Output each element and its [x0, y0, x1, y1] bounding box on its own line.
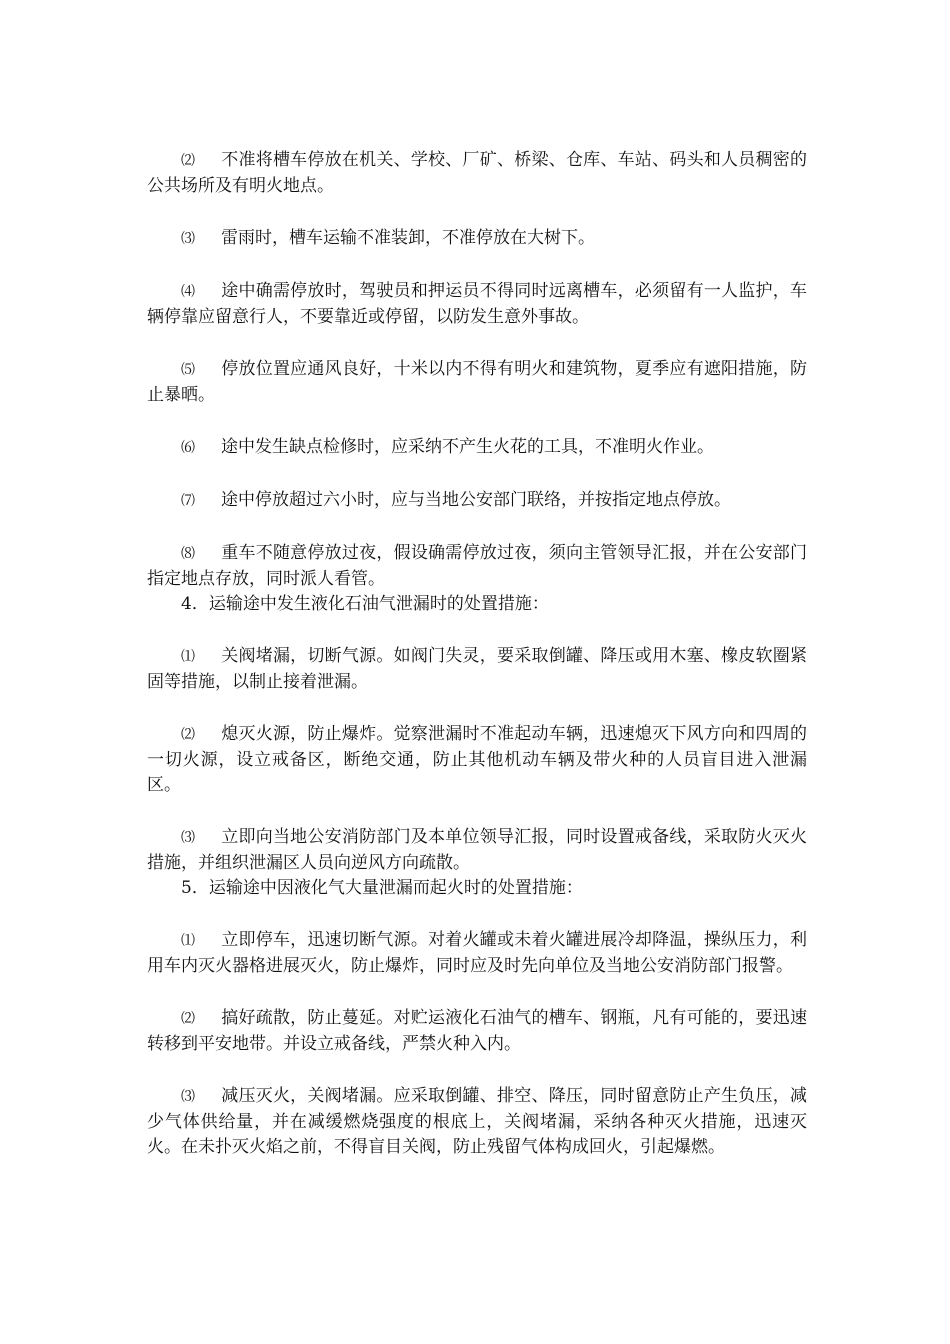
list-item [147, 435, 807, 461]
list-item [147, 644, 807, 695]
item-text: 重车不随意停放过夜，假设确需停放过夜，须向主管领导汇报，并在公安部门指定地点存放，同时派人看管。 [147, 543, 807, 589]
item-number: ⑶ [181, 231, 195, 247]
item-number: ⑴ [181, 933, 195, 949]
list-item [147, 1006, 807, 1057]
list-item [147, 488, 807, 514]
document-body [147, 148, 807, 1160]
item-text: 不准将槽车停放在机关、学校、厂矿、桥梁、仓库、车站、码头和人员稠密的公共场所及有明火地点。 [147, 150, 807, 196]
item-text: 关阀堵漏，切断气源。如阀门失灵，要采取倒罐、降压或用木塞、橡皮软圈紧固等措施，以制止接着泄漏。 [147, 646, 807, 692]
item-number: ⑵ [181, 153, 195, 169]
item-number: ⑴ [181, 649, 195, 665]
item-text: 熄灭火源，防止爆炸。觉察泄漏时不准起动车辆，迅速熄灭下风方向和四周的一切火源，设立戒备区，断绝交通，防止其他机动车辆及带火种的人员盲目进入泄漏区。 [147, 724, 807, 795]
item-text: 立即停车，迅速切断气源。对着火罐或未着火罐进展冷却降温，操纵压力，利用车内灭火器格进展灭火，防止爆炸，同时应及时先向单位及当地公安消防部门报警。 [147, 930, 807, 976]
item-text: 途中发生缺点检修时，应采纳不产生火花的工具，不准明火作业。 [221, 437, 714, 457]
list-item [147, 928, 807, 979]
list-item [147, 541, 807, 592]
item-text: 立即向当地公安消防部门及本单位领导汇报，同时设置戒备线，采取防火灭火措施，并组织泄漏区人员向逆风方向疏散。 [147, 827, 807, 873]
item-number: ⑸ [181, 362, 195, 378]
item-number: ⑶ [181, 1089, 195, 1105]
section-heading: 4．运输途中发生液化石油气泄漏时的处置措施： [181, 594, 549, 614]
item-number: ⑹ [181, 440, 195, 456]
item-text: 减压灭火，关阀堵漏。应采取倒罐、排空、降压，同时留意防止产生负压，减少气体供给量，并在减缓燃烧强度的根底上，关阀堵漏，采纳各种灭火措施，迅速灭火。在未扑灭火焰之前，不得盲目关阀，防止残留气体构成回火，引起爆燃。 [147, 1086, 807, 1157]
item-number: ⑵ [181, 727, 195, 743]
item-number: ⑻ [181, 546, 195, 562]
list-item [147, 722, 807, 798]
item-text: 停放位置应通风良好，十米以内不得有明火和建筑物，夏季应有遮阳措施，防止暴晒。 [147, 359, 807, 405]
list-item [147, 357, 807, 408]
section-heading: 5．运输途中因液化气大量泄漏而起火时的处置措施： [181, 878, 583, 898]
item-text: 途中停放超过六小时，应与当地公安部门联络，并按指定地点停放。 [221, 490, 731, 510]
item-number: ⑺ [181, 493, 195, 509]
list-item [147, 226, 807, 252]
list-item [147, 1084, 807, 1160]
item-number: ⑵ [181, 1011, 195, 1027]
item-text: 搞好疏散，防止蔓延。对贮运液化石油气的槽车、钢瓶，凡有可能的，要迅速转移到平安地带。并设立戒备线，严禁火种入内。 [147, 1008, 807, 1054]
list-item [147, 825, 807, 876]
list-item [147, 148, 807, 199]
item-number: ⑶ [181, 830, 195, 846]
item-number: ⑷ [181, 284, 195, 300]
item-text: 雷雨时，槽车运输不准装卸，不准停放在大树下。 [221, 228, 595, 248]
item-text: 途中确需停放时，驾驶员和押运员不得同时远离槽车，必须留有一人监护，车辆停靠应留意行人，不要靠近或停留，以防发生意外事故。 [147, 281, 807, 327]
list-item [147, 279, 807, 330]
